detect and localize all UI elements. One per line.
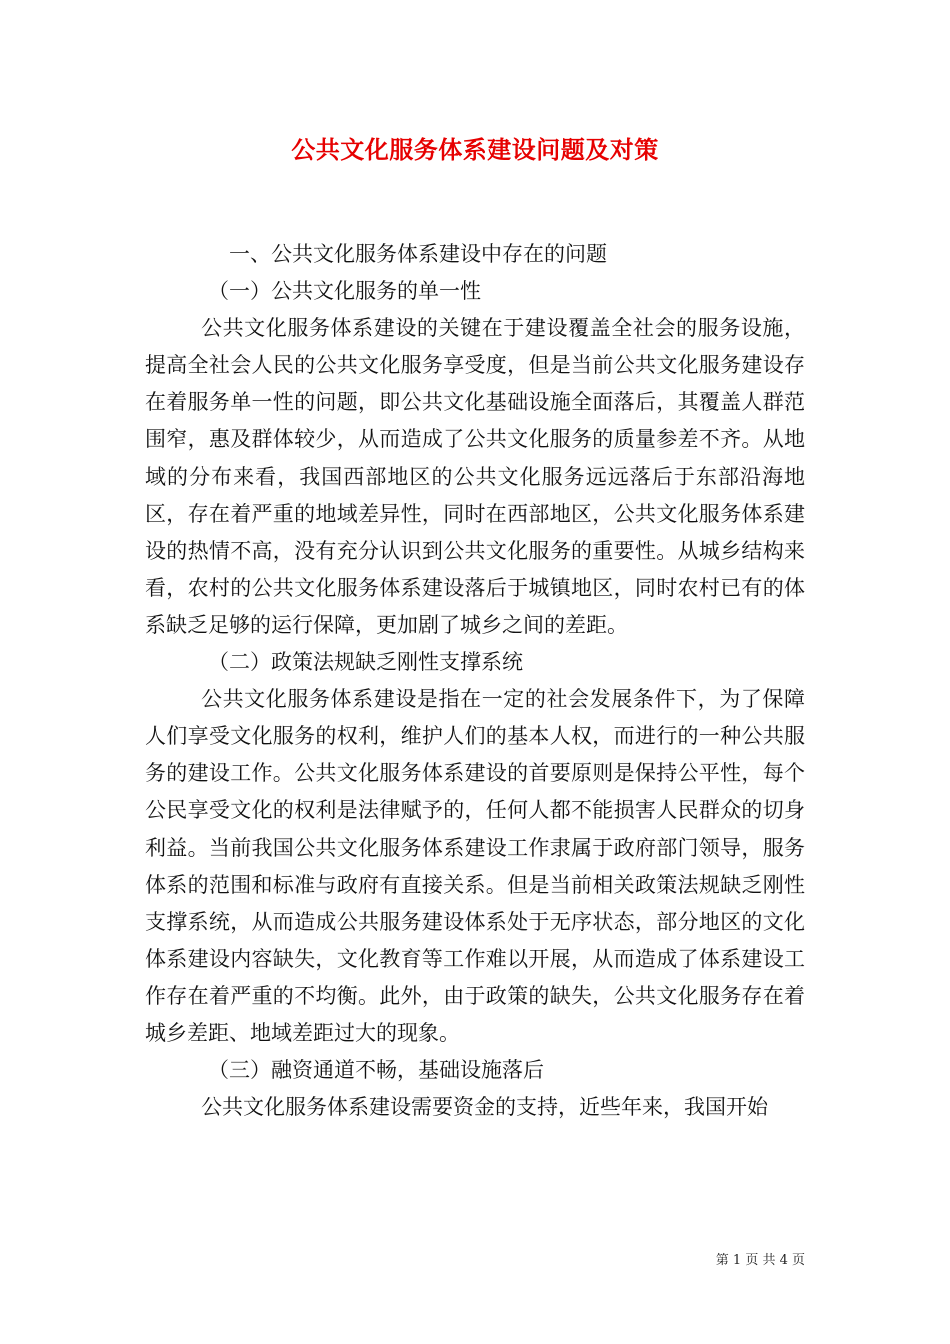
document-title: 公共文化服务体系建设问题及对策	[291, 135, 659, 164]
subsection-heading-1: （一）公共文化服务的单一性	[208, 279, 481, 304]
paragraph-1: 公共文化服务体系建设的关键在于建设覆盖全社会的服务设施，提高全社会人民的公共文化服务享受度，但是当前公共文化服务建设存在着服务单一性的问题，即公共文化基础设施全面落后，其覆盖人群范围窄，惠及群体较少，从而造成了公共文化服务的质量参差不齐。从地域的分布来看，我国西部地区的公共文化服务远远落后于东部沿海地区，存在着严重的地域差异性，同时在西部地区，公共文化服务体系建设的热情不高，没有充分认识到公共文化服务的重要性。从城乡结构来看，农村的公共文化服务体系建设落后于城镇地区，同时农村已有的体系缺乏足够的运行保障，更加剧了城乡之间的差距。	[145, 316, 805, 637]
page-number: 第 1 页 共 4 页	[715, 1253, 805, 1268]
subsection-heading-3: （三）融资通道不畅，基础设施落后	[208, 1058, 544, 1083]
paragraph-3: 公共文化服务体系建设需要资金的支持，近些年来，我国开始	[201, 1095, 768, 1120]
subsection-heading-2: （二）政策法规缺乏刚性支撑系统	[208, 650, 523, 675]
paragraph-2: 公共文化服务体系建设是指在一定的社会发展条件下，为了保障人们享受文化服务的权利，维护人们的基本人权，而进行的一种公共服务的建设工作。公共文化服务体系建设的首要原则是保持公平性，每个公民享受文化的权利是法律赋予的，任何人都不能损害人民群众的切身利益。当前我国公共文化服务体系建设工作隶属于政府部门领导，服务体系的范围和标准与政府有直接关系。但是当前相关政策法规缺乏刚性支撑系统，从而造成公共服务建设体系处于无序状态，部分地区的文化体系建设内容缺失，文化教育等工作难以开展，从而造成了体系建设工作存在着严重的不均衡。此外，由于政策的缺失，公共文化服务存在着城乡差距、地域差距过大的现象。	[145, 687, 805, 1045]
document-body	[145, 236, 805, 1126]
section-heading-1: 一、公共文化服务体系建设中存在的问题	[229, 242, 607, 266]
